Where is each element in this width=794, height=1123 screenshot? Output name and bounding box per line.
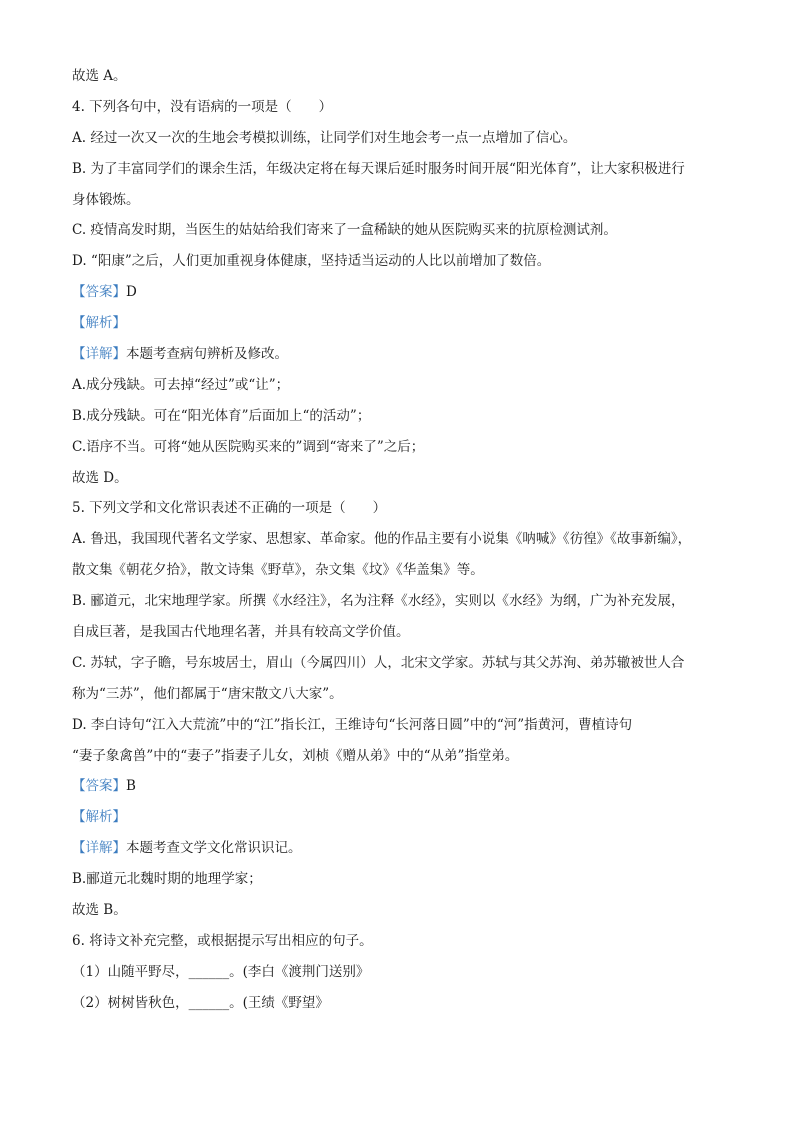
document-page bbox=[72, 62, 732, 1020]
question-5-detail bbox=[72, 834, 732, 865]
detail-text: 本题考查病句辨析及修改。 bbox=[126, 346, 288, 363]
question-5-stem: 5. 下列文学和文化常识表述不正确的一项是（ ） bbox=[72, 500, 387, 517]
question-5-option-d-cont: “妻子象禽兽”中的“妻子”指妻子儿女，刘桢《赠从弟》中的“从弟”指堂弟。 bbox=[72, 747, 519, 764]
question-4-explain-c: C.语序不当。可将“她从医院购买来的”调到“寄来了”之后； bbox=[72, 438, 425, 455]
question-4-option-a: A. 经过一次又一次的生地会考模拟训练，让同学们对生地会考一点一点增加了信心。 bbox=[72, 129, 577, 146]
question-5-option-a: A. 鲁迅，我国现代著名文学家、思想家、革命家。他的作品主要有小说集《呐喊》《彷徨》《故事新编》， bbox=[72, 531, 692, 548]
question-5-option-b: B. 郦道元，北宋地理学家。所撰《水经注》，名为注释《水经》，实则以《水经》为纲，广为补充发展， bbox=[72, 593, 685, 610]
answer-value: B bbox=[126, 778, 136, 795]
question-5-option-c: C. 苏轼，字子瞻，号东坡居士，眉山（今属四川）人，北宋文学家。苏轼与其父苏洵、弟苏辙被世人合 bbox=[72, 654, 685, 671]
question-4-explain-b: B.成分残缺。可在“阳光体育”后面加上“的活动”； bbox=[72, 407, 371, 424]
question-5-option-d: D. 李白诗句“江入大荒流”中的“江”指长江，王维诗句“长河落日圆”中的“河”指黄河，曹植诗句 bbox=[72, 716, 633, 733]
question-6-item-2: （2）树树皆秋色，______。(王绩《野望》 bbox=[72, 994, 329, 1011]
question-5-option-a-cont: 散文集《朝花夕拾》，散文诗集《野草》，杂文集《坟》《华盖集》等。 bbox=[72, 562, 484, 579]
question-4-stem: 4. 下列各句中，没有语病的一项是（ ） bbox=[72, 98, 333, 115]
question-4-option-c: C. 疫情高发时期，当医生的姑姑给我们寄来了一盒稀缺的她从医院购买来的抗原检测试剂。 bbox=[72, 222, 617, 239]
detail-tag: 【详解】 bbox=[72, 346, 126, 363]
analysis-tag: 【解析】 bbox=[72, 809, 126, 826]
question-4-explain-a: A.成分残缺。可去掉“经过”或“让”； bbox=[72, 376, 290, 393]
question-5-option-b-cont: 自成巨著，是我国古代地理名著，并具有较高文学价值。 bbox=[72, 624, 410, 641]
question-4-option-b-cont: 身体锻炼。 bbox=[72, 191, 140, 208]
question-5-analysis bbox=[72, 803, 732, 834]
question-5-option-c-cont: 称为“三苏”，他们都属于“唐宋散文八大家”。 bbox=[72, 685, 343, 702]
question-5-choice: 故选 B。 bbox=[72, 902, 127, 919]
answer-tag: 【答案】 bbox=[72, 284, 126, 301]
answer-choice-line: 故选 A。 bbox=[72, 68, 127, 84]
question-5-explain-b: B.郦道元北魏时期的地理学家； bbox=[72, 871, 262, 888]
detail-tag: 【详解】 bbox=[72, 840, 126, 857]
question-6-item-1: （1）山随平野尽，______。(李白《渡荆门送别》 bbox=[72, 963, 370, 980]
question-4-option-d: D. “阳康”之后，人们更加重视身体健康，坚持适当运动的人比以前增加了数倍。 bbox=[72, 253, 551, 270]
question-6-stem: 6. 将诗文补充完整，或根据提示写出相应的句子。 bbox=[72, 932, 373, 949]
question-4-choice: 故选 D。 bbox=[72, 469, 128, 486]
question-5-answer bbox=[72, 772, 732, 803]
question-4-answer bbox=[72, 278, 732, 309]
question-4-detail bbox=[72, 340, 732, 371]
question-4-option-b: B. 为了丰富同学们的课余生活，年级决定将在每天课后延时服务时间开展“阳光体育”，让大家积极进行 bbox=[72, 160, 685, 177]
answer-value: D bbox=[126, 284, 137, 301]
detail-text: 本题考查文学文化常识识记。 bbox=[126, 840, 302, 857]
question-4-analysis bbox=[72, 309, 732, 340]
answer-tag: 【答案】 bbox=[72, 778, 126, 795]
analysis-tag: 【解析】 bbox=[72, 315, 126, 332]
